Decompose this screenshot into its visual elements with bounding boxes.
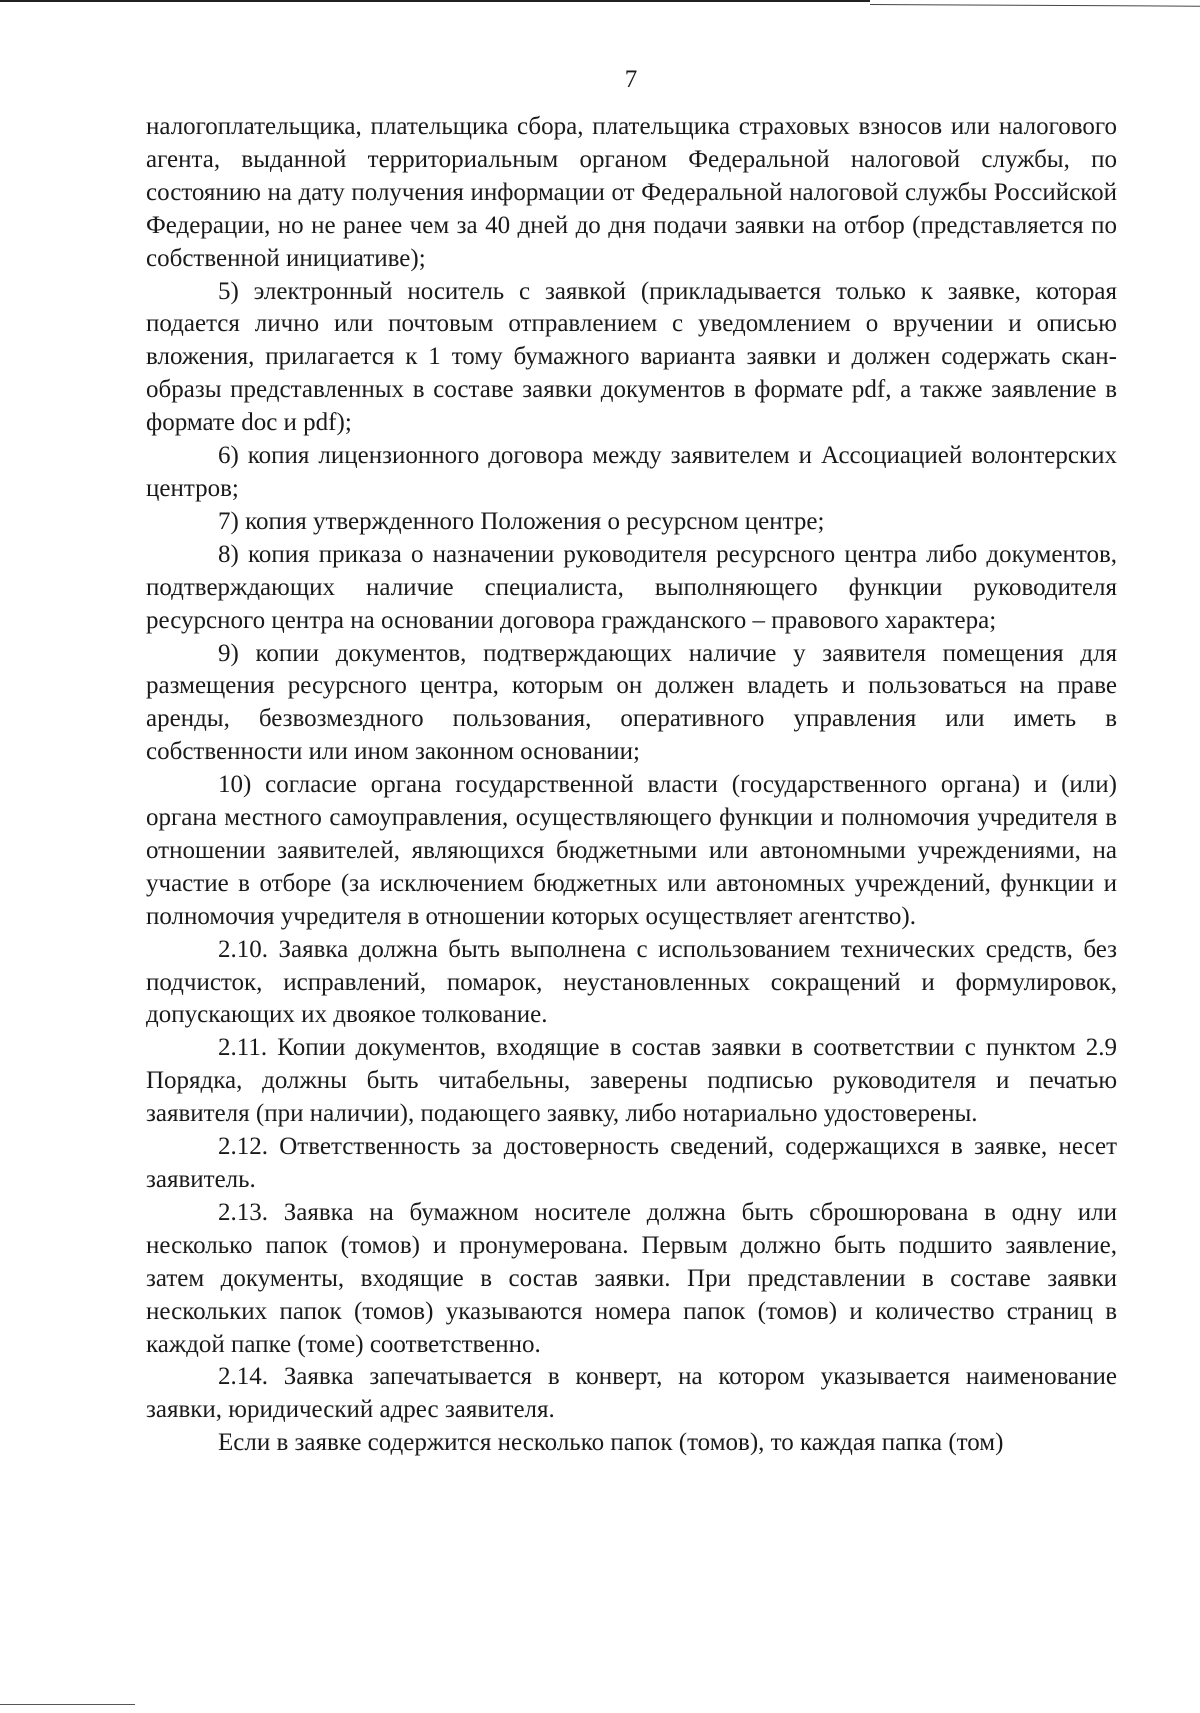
clause-2-14: 2.14. Заявка запечатывается в конверт, на котором указывается наименование заявки, юридический адрес заявителя. [146,1363,1117,1424]
clause-2-13: 2.13. Заявка на бумажном носителе должна быть сброшюрована в одну или несколько папок (томов) и пронумерована. Первым должно быть подшито заявление, затем документы, входящие в состав заявки. При представлении в составе заявки нескольких папок (томов) указываются номера папок (томов) и количество страниц в каждой папке (томе) соответственно. [146,1198,1117,1358]
paragraph-continuation: налогоплательщика, плательщика сбора, плательщика страховых взносов или налогового агента, выданной территориальным органом Федеральной налоговой службы, по состоянию на дату получения информации от Федеральной налоговой службы Российской Федерации, но не ранее чем за 40 дней до дня подачи заявки на отбор (представляется по собственной инициативе); [146,113,1117,272]
page-number: 7 [624,66,638,93]
list-item-6: 6) копия лицензионного договора между заявителем и Ассоциацией волонтерских центров; [146,442,1117,502]
list-item-8: 8) копия приказа о назначении руководителя ресурсного центра либо документов, подтверждающих наличие специалиста, выполняющего функции руководителя ресурсного центра на основании договора гражданского – правового характера; [146,540,1117,634]
scan-edge-line [0,0,870,2]
document-body [146,111,1117,1460]
scan-edge-line-right [870,4,1200,7]
clause-2-12: 2.12. Ответственность за достоверность сведений, содержащихся в заявке, несет заявитель. [146,1133,1117,1193]
scan-bottom-line [0,1704,135,1705]
list-item-7: 7) копия утвержденного Положения о ресурсном центре; [218,507,825,535]
clause-2-10: 2.10. Заявка должна быть выполнена с использованием технических средств, без подчисток, исправлений, помарок, неустановленных сокращений и формулировок, допускающих их двоякое толкование. [146,935,1117,1029]
list-item-10: 10) согласие органа государственной власти (государственного органа) и (или) органа местного самоуправления, осуществляющего функции и полномочия учредителя в отношении заявителей, являющихся бюджетными или автономными учреждениями, на участие в отборе (за исключением бюджетных или автономных учреждений, функции и полномочия учредителя в отношении которых осуществляет агентство). [146,771,1117,930]
paragraph-final: Если в заявке содержится несколько папок (томов), то каждая папка (том) [218,1429,1004,1457]
list-item-5: 5) электронный носитель с заявкой (прикладывается только к заявке, которая подается лично или почтовым отправлением с уведомлением о вручении и описью вложения, прилагается к 1 тому бумажного варианта заявки и должен содержать скан-образы представленных в составе заявки документов в формате pdf, а также заявление в формате doc и pdf); [146,277,1117,437]
clause-2-11: 2.11. Копии документов, входящие в состав заявки в соответствии с пунктом 2.9 Порядка, должны быть читабельны, заверены подписью руководителя и печатью заявителя (при наличии), подающего заявку, либо нотариально удостоверены. [146,1034,1117,1128]
list-item-9: 9) копии документов, подтверждающих наличие у заявителя помещения для размещения ресурсного центра, которым он должен владеть и пользоваться на праве аренды, безвозмездного пользования, оперативного управления или иметь в собственности или ином законном основании; [146,639,1117,766]
